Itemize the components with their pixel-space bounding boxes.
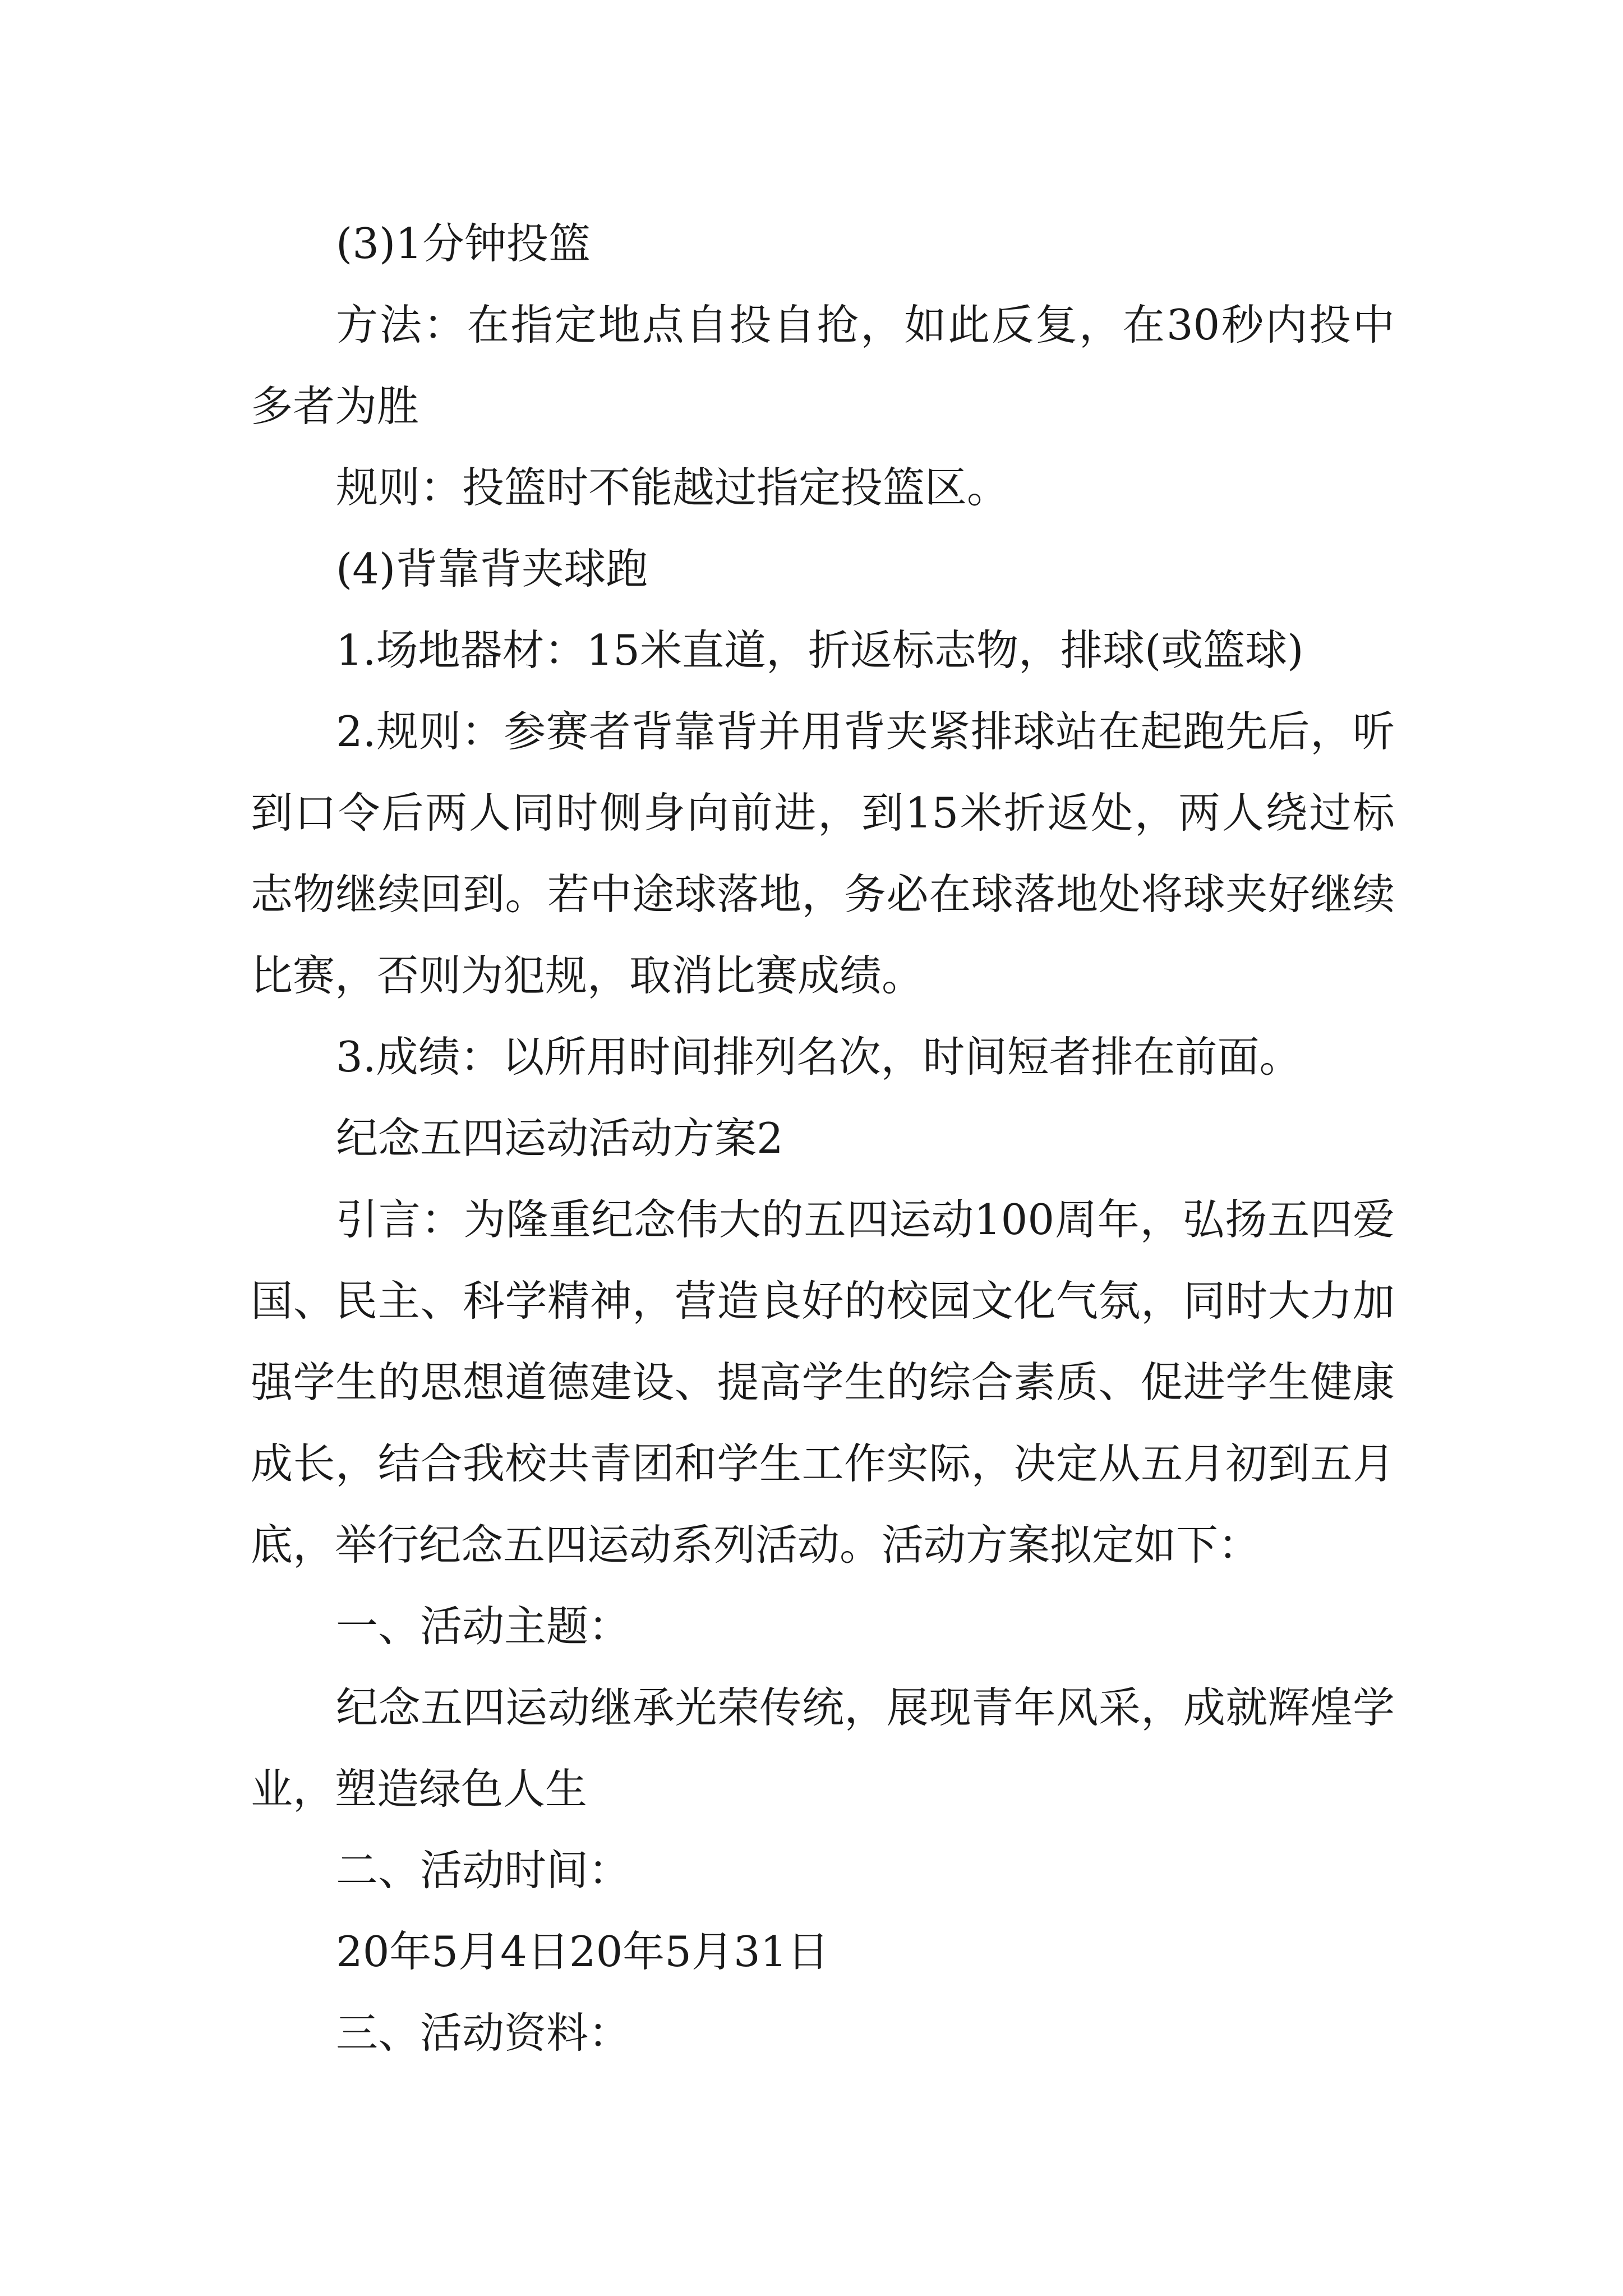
paragraph-section-theme-heading: 一、活动主题：	[336, 1602, 631, 1651]
paragraph-theme-text: 纪念五四运动继承光荣传统，展现青年风采，成就辉煌学业，塑造绿色人生	[251, 1683, 1395, 1814]
document-body	[251, 203, 1395, 2074]
paragraph-shooting-method: 方法：在指定地点自投自抢，如此反复，在30秒内投中多者为胜	[251, 300, 1395, 431]
paragraph-introduction: 引言：为隆重纪念伟大的五四运动100周年，弘扬五四爱国、民主、科学精神，营造良好的校园文化气氛，同时大力加强学生的思想道德建设、提高学生的综合素质、促进学生健康成长，结合我校共青团和学生工作实际，决定从五月初到五月底，举行纪念五四运动系列活动。活动方案拟定如下：	[251, 1195, 1395, 1570]
paragraph-section-materials-heading: 三、活动资料：	[336, 2008, 631, 2058]
paragraph-1min-shooting-heading: (3)1分钟投篮	[336, 219, 591, 268]
paragraph-scoring: 3.成绩：以所用时间排列名次，时间短者排在前面。	[336, 1032, 1302, 1082]
paragraph-back-to-back-rules: 2.规则：参赛者背靠背并用背夹紧排球站在起跑先后，听到口令后两人同时侧身向前进，到15米折返处，两人绕过标志物继续回到。若中途球落地，务必在球落地处将球夹好继续比赛，否则为犯规，取消比赛成绩。	[251, 707, 1395, 1000]
paragraph-time-text: 20年5月4日20年5月31日	[336, 1927, 829, 1976]
paragraph-shooting-rules: 规则：投篮时不能越过指定投篮区。	[336, 463, 1009, 512]
paragraph-section-time-heading: 二、活动时间：	[336, 1846, 631, 1895]
paragraph-plan-2-title: 纪念五四运动活动方案2	[336, 1114, 783, 1163]
paragraph-venue-equipment: 1.场地器材：15米直道，折返标志物，排球(或篮球)	[336, 625, 1304, 675]
paragraph-back-to-back-heading: (4)背靠背夹球跑	[336, 544, 648, 593]
